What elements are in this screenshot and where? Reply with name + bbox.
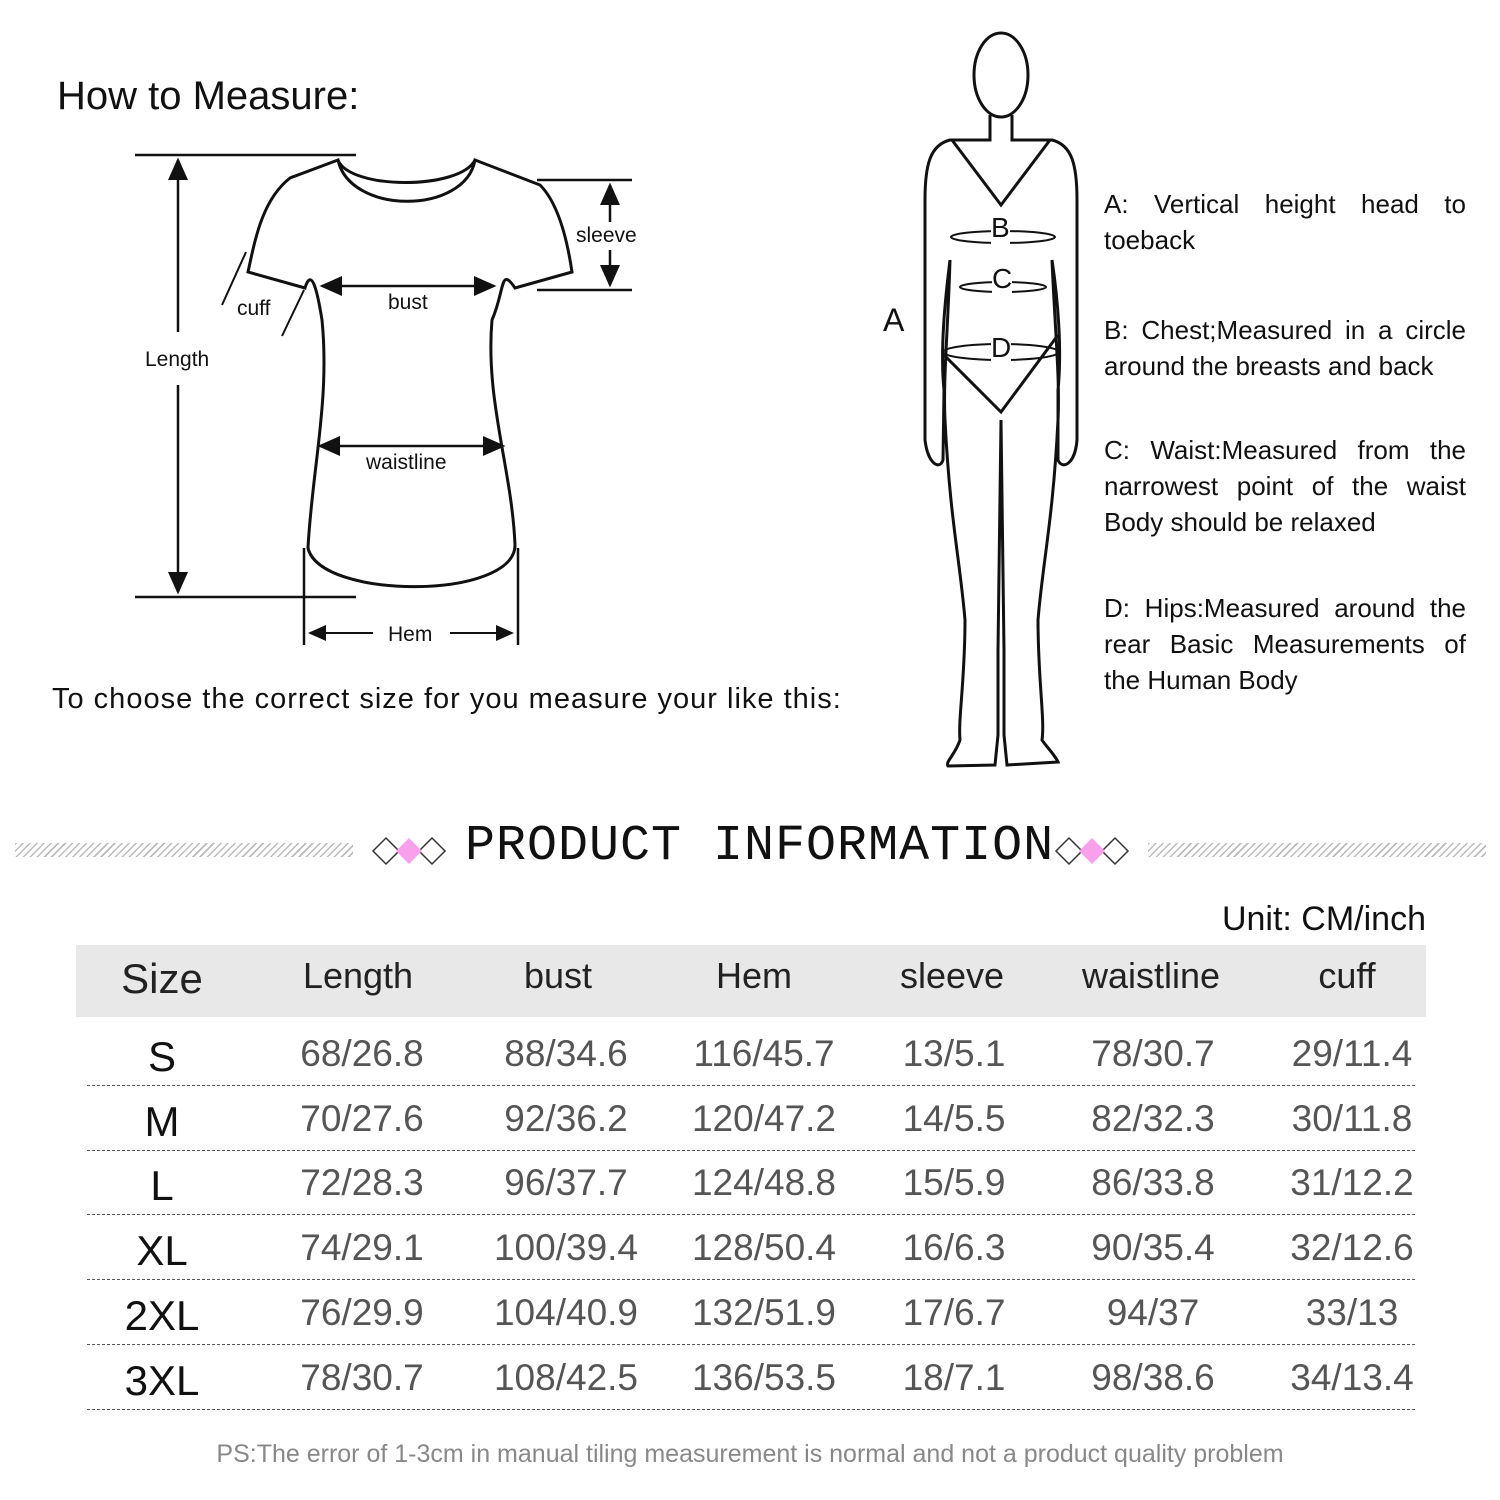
- cell-size: M: [144, 1097, 180, 1145]
- table-row: [0, 1086, 1500, 1151]
- product-information-title: PRODUCT INFORMATION: [465, 818, 1055, 875]
- cell-sleeve: 18/7.1: [902, 1356, 1006, 1398]
- body-figure: [925, 33, 1077, 766]
- measurement-error-note: PS:The error of 1-3cm in manual tiling measurement is normal and not a product quality problem: [216, 1440, 1284, 1468]
- row-divider: [87, 1409, 1415, 1410]
- hatch-divider-left: [15, 843, 353, 857]
- cell-bust: 104/40.9: [493, 1291, 639, 1333]
- column-header-hem: Hem: [715, 955, 792, 996]
- cell-hem: 128/50.4: [691, 1227, 837, 1269]
- cuff-label: cuff: [237, 297, 271, 320]
- column-header-length: Length: [302, 955, 414, 996]
- cell-size: S: [147, 1033, 176, 1080]
- column-header-cuff: cuff: [1318, 955, 1376, 996]
- cell-waistline: 98/38.6: [1091, 1356, 1215, 1398]
- cell-sleeve: 16/6.3: [902, 1227, 1006, 1269]
- cell-size: XL: [136, 1227, 188, 1275]
- table-row: [0, 1021, 1500, 1086]
- cell-cuff: 33/13: [1305, 1291, 1399, 1333]
- cell-waistline: 90/35.4: [1091, 1227, 1215, 1269]
- cell-size: 2XL: [124, 1291, 200, 1339]
- description-c: C: Waist:Measured from the narrowest point of the waist Body should be relaxed: [1104, 435, 1466, 537]
- description-a: A: Vertical height head to toeback: [1104, 189, 1466, 255]
- diamond-ornament-right-icon: [1053, 835, 1131, 867]
- choose-size-instruction: To choose the correct size for you measure your like this:: [52, 683, 842, 715]
- cell-size: L: [150, 1162, 174, 1210]
- length-label: Length: [145, 348, 210, 371]
- cell-bust: 108/42.5: [493, 1356, 639, 1398]
- cell-length: 78/30.7: [300, 1356, 424, 1398]
- unit-label: Unit: CM/inch: [1221, 900, 1426, 938]
- cell-bust: 96/37.7: [504, 1162, 628, 1204]
- table-row: [0, 1345, 1500, 1410]
- cell-size: 3XL: [124, 1356, 200, 1404]
- cell-sleeve: 15/5.9: [902, 1162, 1006, 1204]
- cell-cuff: 30/11.8: [1291, 1097, 1413, 1139]
- description-d: D: Hips:Measured around the rear Basic Measurements of the Human Body: [1104, 593, 1466, 695]
- cell-hem: 116/45.7: [693, 1033, 835, 1074]
- body-label-a: A: [883, 302, 905, 338]
- table-header: [76, 945, 1426, 1017]
- cell-waistline: 94/37: [1106, 1291, 1200, 1333]
- column-header-sleeve: sleeve: [899, 955, 1005, 996]
- cell-length: 72/28.3: [300, 1162, 424, 1204]
- bust-label: bust: [388, 291, 428, 314]
- cell-sleeve: 13/5.1: [902, 1033, 1006, 1074]
- cell-waistline: 82/32.3: [1091, 1097, 1215, 1139]
- column-header-size: Size: [121, 955, 203, 1002]
- cell-length: 76/29.9: [300, 1291, 424, 1333]
- cell-hem: 132/51.9: [691, 1291, 837, 1333]
- cell-length: 70/27.6: [300, 1097, 424, 1139]
- diamond-ornament-left-icon: [370, 835, 448, 867]
- cell-waistline: 86/33.8: [1091, 1162, 1215, 1204]
- cell-cuff: 29/11.4: [1291, 1033, 1413, 1074]
- column-header-waistline: waistline: [1081, 955, 1221, 996]
- cell-cuff: 32/12.6: [1290, 1227, 1414, 1269]
- waistline-label: waistline: [366, 451, 447, 474]
- body-label-c: C: [992, 263, 1013, 294]
- body-label-b: B: [991, 212, 1010, 243]
- cell-hem: 120/47.2: [691, 1097, 837, 1139]
- cell-length: 74/29.1: [300, 1227, 424, 1269]
- table-row: [0, 1280, 1500, 1345]
- cell-waistline: 78/30.7: [1091, 1033, 1215, 1074]
- how-to-measure-title: How to Measure:: [57, 74, 360, 118]
- hatch-divider-right: [1148, 843, 1486, 857]
- sleeve-label: sleeve: [576, 224, 637, 247]
- cell-cuff: 34/13.4: [1290, 1356, 1414, 1398]
- cell-length: 68/26.8: [300, 1033, 424, 1074]
- cell-sleeve: 14/5.5: [902, 1097, 1006, 1139]
- description-b: B: Chest;Measured in a circle around the breasts and back: [1104, 315, 1466, 381]
- cell-hem: 136/53.5: [691, 1356, 837, 1398]
- cell-bust: 92/36.2: [504, 1097, 628, 1139]
- column-header-bust: bust: [523, 955, 593, 996]
- cell-sleeve: 17/6.7: [902, 1291, 1006, 1333]
- cell-hem: 124/48.8: [691, 1162, 837, 1204]
- hem-label: Hem: [388, 623, 433, 646]
- cell-bust: 88/34.6: [504, 1033, 628, 1074]
- table-row: [0, 1150, 1500, 1215]
- cell-cuff: 31/12.2: [1290, 1162, 1414, 1204]
- table-row: [0, 1215, 1500, 1280]
- cell-bust: 100/39.4: [493, 1227, 639, 1269]
- body-label-d: D: [991, 332, 1012, 363]
